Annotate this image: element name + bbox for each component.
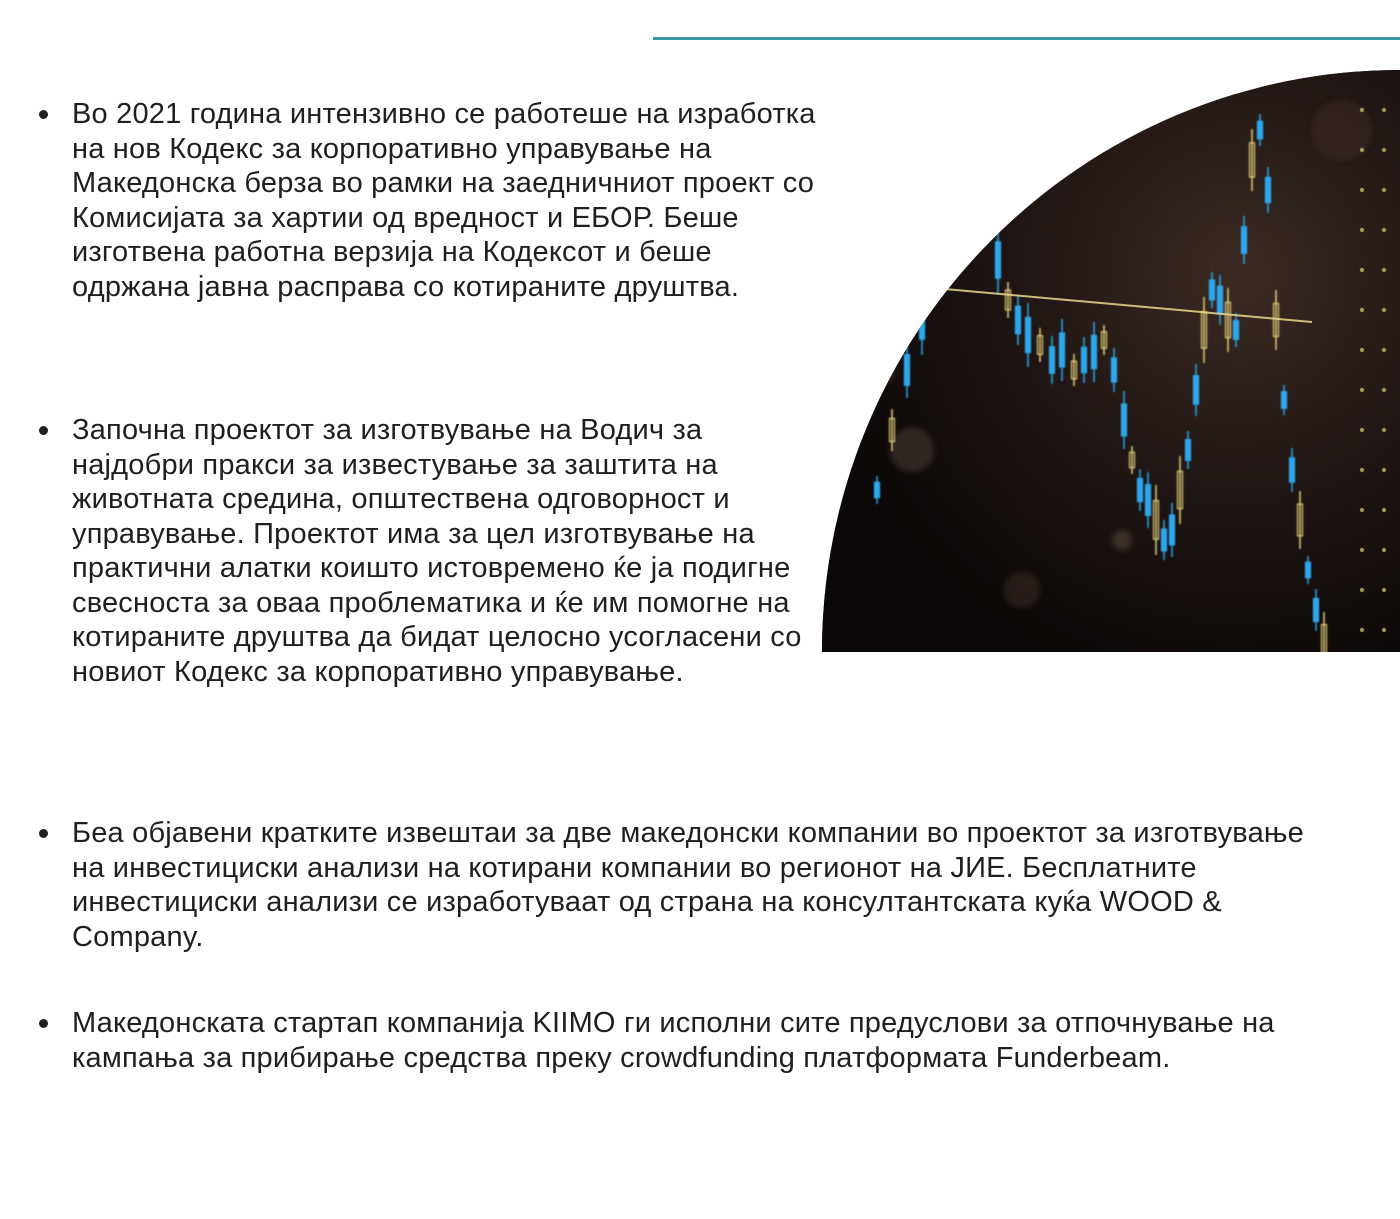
candle-body: [1112, 358, 1117, 382]
candle-body: [1306, 562, 1311, 577]
candle-body: [935, 269, 940, 291]
bullet-text: Започна проектот за изготвување на Водич за најдобри пракси за известување за заштита на животната средина, општествена одговорност и управување. Проектот има за цел изготвување на практични алатки коишто истовремено ќе ја подигне свесноста за оваа проблематика и ќе им помогне на котираните друштва да бидат целосно усогласени со новиот Кодекс за корпоративно управување.: [72, 414, 802, 688]
candle-body: [1258, 121, 1263, 139]
indicator-dot: [1382, 388, 1386, 392]
bullet-dot-icon: [39, 829, 48, 838]
candle-body: [1026, 317, 1031, 352]
candle-body: [1234, 321, 1239, 340]
bullet-item: [72, 1006, 1342, 1075]
indicator-dot: [1360, 308, 1364, 312]
indicator-dot: [1360, 228, 1364, 232]
indicator-dot: [1382, 268, 1386, 272]
indicator-dot: [1382, 348, 1386, 352]
indicator-dot: [1360, 468, 1364, 472]
candle-body: [1122, 404, 1127, 436]
indicator-dot: [1360, 428, 1364, 432]
candle-body: [1050, 347, 1055, 373]
bokeh-blob: [1004, 572, 1040, 608]
indicator-dot: [1360, 388, 1364, 392]
indicator-dot: [1360, 588, 1364, 592]
candle-body: [1314, 598, 1319, 621]
candle-body: [1194, 376, 1199, 405]
candle-body: [948, 235, 953, 265]
stock-chart-illustration: [822, 70, 1400, 652]
candle-body: [1162, 529, 1167, 551]
indicator-dot: [1382, 628, 1386, 632]
bullet-dot-icon: [39, 426, 48, 435]
candle-body: [1186, 440, 1191, 461]
indicator-dot: [1382, 308, 1386, 312]
candle-body: [1210, 280, 1215, 300]
indicator-dot: [1360, 508, 1364, 512]
indicator-dot: [1382, 228, 1386, 232]
bullet-item: [72, 816, 1342, 954]
bokeh-blob: [890, 428, 934, 472]
indicator-dot: [1360, 188, 1364, 192]
indicator-dot: [1382, 508, 1386, 512]
indicator-dot: [1382, 548, 1386, 552]
indicator-dot: [1382, 428, 1386, 432]
candle-body: [905, 355, 910, 386]
indicator-dot: [1360, 628, 1364, 632]
candle-body: [1082, 347, 1087, 372]
candle-body: [960, 201, 965, 238]
bullet-item: [72, 97, 822, 304]
candle-body: [920, 301, 925, 340]
candle-body: [996, 242, 1001, 278]
bullet-dot-icon: [39, 110, 48, 119]
bokeh-blob: [1112, 530, 1132, 550]
candle-body: [1266, 177, 1271, 202]
candle-body: [1242, 227, 1247, 253]
candle-body: [1060, 333, 1065, 367]
candle-body: [1016, 306, 1021, 334]
candle-body: [1146, 485, 1151, 516]
indicator-dot: [1360, 108, 1364, 112]
candle-body: [875, 482, 880, 497]
candle-body: [1092, 336, 1097, 369]
indicator-dot: [1382, 108, 1386, 112]
candle-body: [1282, 392, 1287, 409]
candle-body: [984, 206, 989, 235]
indicator-dot: [1382, 188, 1386, 192]
bullet-item: [72, 413, 832, 689]
bullet-text: Во 2021 година интензивно се работеше на изработка на нов Кодекс за корпоративно управување на Македонска берза во рамки на заедничниот проект со Комисијата за хартии од вредност и ЕБОР. Беше изготвена работна верзија на Кодексот и беше одржана јавна расправа со котираните друштва.: [72, 98, 816, 303]
indicator-dot: [1360, 268, 1364, 272]
top-accent-rule: [653, 37, 1400, 40]
indicator-dot: [1360, 548, 1364, 552]
bokeh-blob: [868, 356, 896, 384]
bullet-dot-icon: [39, 1019, 48, 1028]
candle-body: [972, 190, 977, 211]
candle-body: [1170, 515, 1175, 545]
candle-body: [1290, 458, 1295, 482]
candle-body: [1218, 286, 1223, 314]
candle-body: [1138, 478, 1143, 501]
bullet-text: Македонската стартап компанија KIIMO ги исполни сите предуслови за отпочнување на кампања за прибирање средства преку crowdfunding платформата Funderbeam.: [72, 1007, 1275, 1074]
indicator-dot: [1382, 468, 1386, 472]
indicator-dot: [1360, 148, 1364, 152]
indicator-dot: [1382, 148, 1386, 152]
bullet-text: Беа објавени кратките извештаи за две македонски компании во проектот за изготвување на инвестициски анализи на котирани компании во регионот на ЈИЕ. Бесплатните инвестициски анализи се изработуваат од страна на консултантската куќа WOOD & Company.: [72, 817, 1305, 953]
indicator-dot: [1382, 588, 1386, 592]
stock-chart-photo: [822, 70, 1400, 652]
indicator-dot: [1360, 348, 1364, 352]
top-screen-labels: [1102, 70, 1253, 84]
